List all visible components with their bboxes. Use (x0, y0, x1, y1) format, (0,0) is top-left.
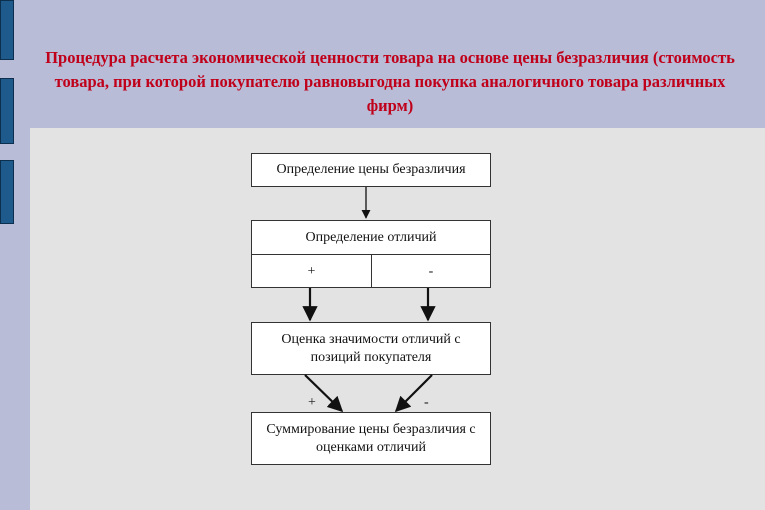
assessment-plus-label: + (308, 395, 316, 410)
assessment-minus-label: - (424, 395, 429, 410)
box-summation-label: Суммирование цены безразличия с оценками отличий (266, 421, 476, 455)
differences-plus-label: + (307, 264, 316, 279)
box-significance-assessment-label: Оценка значимости отличий с позиций покупателя (281, 331, 461, 365)
slide-title: Процедура расчета экономической ценности товара на основе цены безразличия (стоимость товара, при которой покупателю равновыгодна покупка аналогичного товара различных фирм) (45, 48, 735, 115)
differences-minus-label: - (428, 264, 434, 279)
arrow-minus-to-summation (396, 375, 432, 411)
arrow-plus-to-summation (305, 375, 342, 411)
box-indifference-price-label: Определение цены безразличия (276, 162, 466, 177)
box-differences-label: Определение отличий (305, 230, 437, 245)
